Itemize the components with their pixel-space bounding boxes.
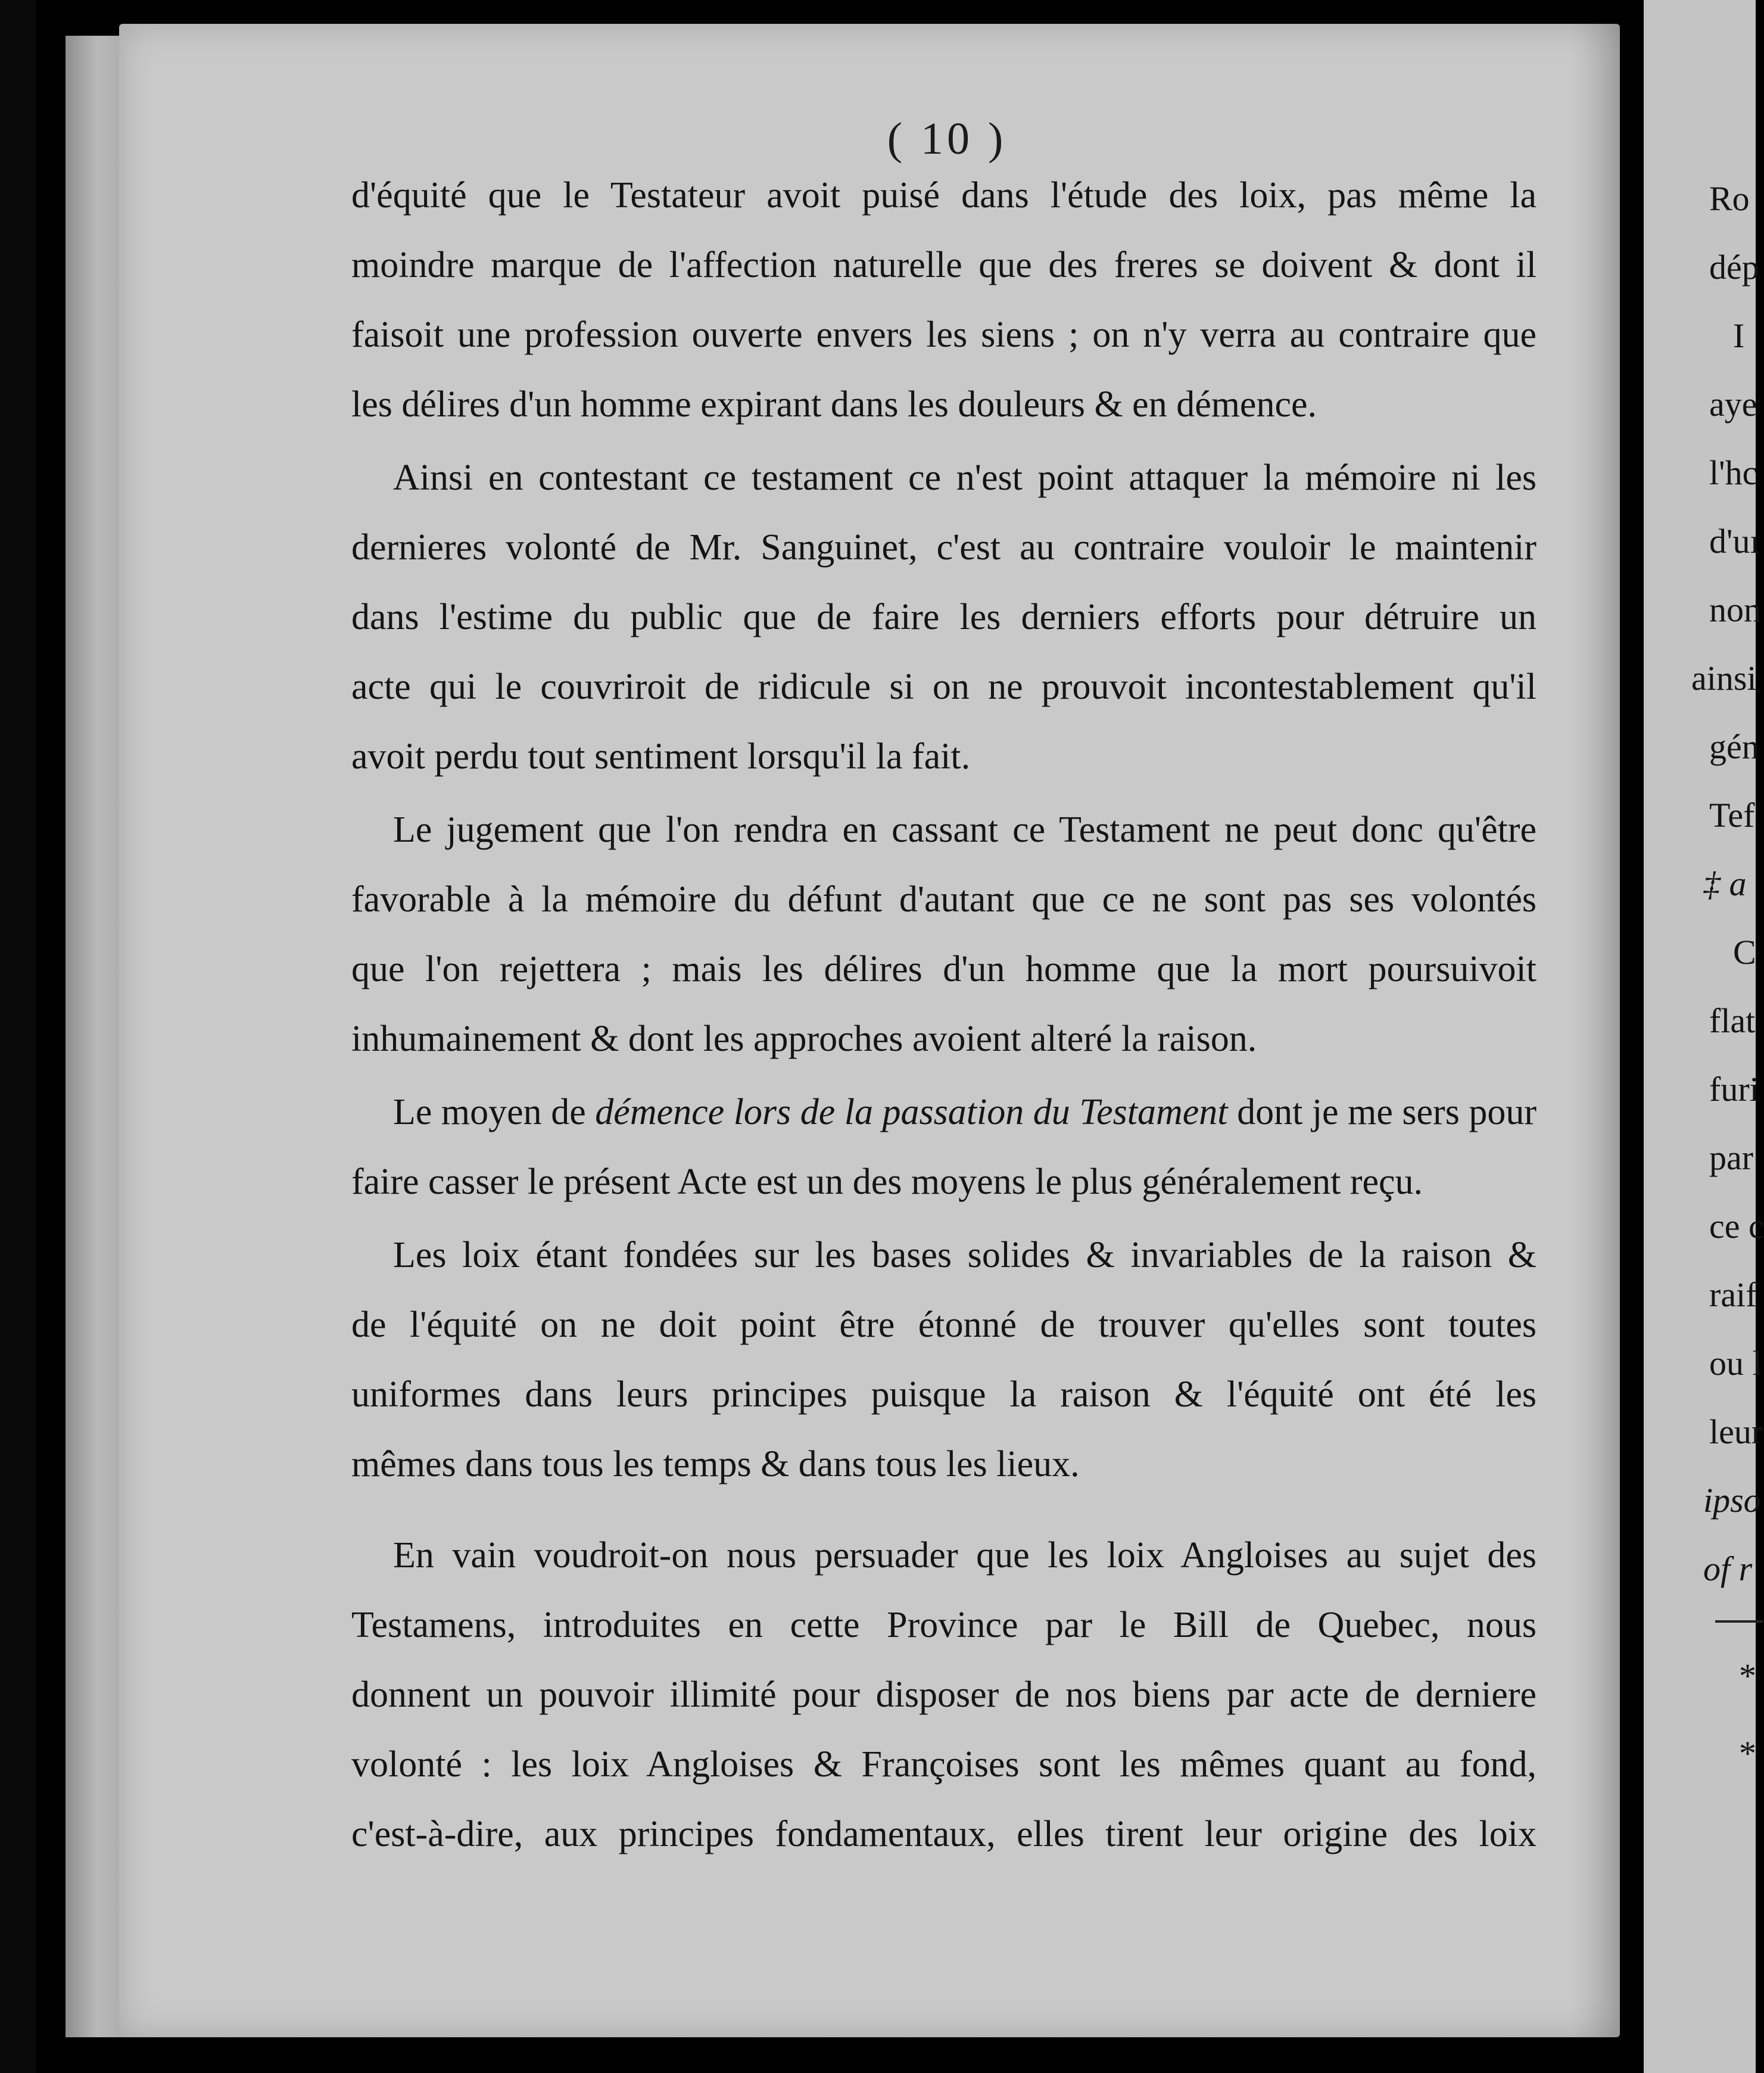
text-line: dans l'estime du public que de faire les derniers efforts pour détruire un xyxy=(351,597,1537,637)
facing-fragment: Tef xyxy=(1709,796,1755,835)
facing-fragment: I xyxy=(1733,316,1745,355)
text-line-mixed xyxy=(351,1078,1537,1147)
facing-fragment: aye xyxy=(1709,385,1757,424)
text-line: volonté : les loix Angloises & Françoises sont les mêmes quant au fond, xyxy=(351,1744,1537,1785)
footnote-marker: * xyxy=(1739,1657,1756,1695)
text-line: moindre marque de l'affection naturelle que des freres se doivent & dont il xyxy=(351,245,1537,285)
facing-fragment: l'hc xyxy=(1709,453,1758,492)
facing-fragment: ce c xyxy=(1709,1207,1764,1246)
facing-fragment: d'uı xyxy=(1709,522,1760,561)
book-gutter xyxy=(1620,0,1644,2073)
facing-fragment: non xyxy=(1709,590,1761,629)
text-line: mêmes dans tous les temps & dans tous les lieux. xyxy=(351,1444,1080,1484)
facing-fragment: Ro xyxy=(1709,179,1750,218)
text-line: Le jugement que l'on rendra en cassant ce Testament ne peut donc qu'être xyxy=(393,810,1537,850)
text-line: de l'équité on ne doit point être étonné de trouver qu'elles sont toutes xyxy=(351,1305,1537,1345)
italic-phrase: démence lors de la passation du Testament xyxy=(595,1092,1228,1132)
facing-fragment: ipso xyxy=(1703,1481,1761,1520)
facing-fragment: of r xyxy=(1703,1549,1753,1588)
facing-fragment: dép xyxy=(1709,248,1759,287)
facing-fragment: C xyxy=(1733,933,1756,972)
facing-fragment: flat xyxy=(1709,1001,1756,1040)
page-number: ( 10 ) xyxy=(887,114,1007,164)
text-line: avoit perdu tout sentiment lorsqu'il la fait. xyxy=(351,736,971,777)
text-line: inhumainement & dont les approches avoient alteré la raison. xyxy=(351,1019,1257,1059)
text-line: Ainsi en contestant ce testament ce n'est point attaquer la mémoire ni les xyxy=(393,457,1537,498)
text-line: acte qui le couvriroit de ridicule si on ne prouvoit incontestablement qu'il xyxy=(351,667,1537,707)
text-line: dernieres volonté de Mr. Sanguinet, c'est au contraire vouloir le maintenir xyxy=(351,527,1537,568)
text-line: que l'on rejettera ; mais les délires d'un homme que la mort poursuivoit xyxy=(351,949,1537,989)
text-line: Les loix étant fondées sur les bases solides & invariables de la raison & xyxy=(393,1235,1537,1275)
text-line: En vain voudroit-on nous persuader que les loix Angloises au sujet des xyxy=(393,1535,1537,1576)
facing-fragment: leur xyxy=(1709,1412,1763,1451)
facing-page xyxy=(1644,0,1764,2073)
scan-border-left xyxy=(0,0,36,2073)
footnote-marker: * xyxy=(1739,1734,1756,1773)
text-line: les délires d'un homme expirant dans les douleurs & en démence. xyxy=(351,384,1317,425)
facing-fragment: furi xyxy=(1709,1070,1759,1109)
facing-fragment: ou l xyxy=(1709,1344,1762,1383)
facing-fragment: ‡ a xyxy=(1703,864,1747,903)
body-text xyxy=(351,161,1537,1869)
text-line: faire casser le présent Acte est un des moyens le plus généralement reçu. xyxy=(351,1162,1423,1202)
facing-fragment: par xyxy=(1709,1138,1754,1177)
text-line: uniformes dans leurs principes puisque la raison & l'équité ont été les xyxy=(351,1374,1537,1415)
footnote-rule xyxy=(1715,1620,1763,1623)
text-line: favorable à la mémoire du défunt d'autant que ce ne sont pas ses volontés xyxy=(351,879,1537,920)
text-line: faisoit une profession ouverte envers les siens ; on n'y verra au contraire que xyxy=(351,315,1537,355)
facing-fragment: gén xyxy=(1709,727,1759,766)
facing-fragment: ainsi xyxy=(1691,659,1757,698)
text-line: d'équité que le Testateur avoit puisé dans l'étude des loix, pas même la xyxy=(351,175,1537,216)
facing-fragment: raif xyxy=(1709,1275,1757,1314)
text-run: Le moyen de xyxy=(393,1092,586,1132)
text-line: donnent un pouvoir illimité pour disposer de nos biens par acte de derniere xyxy=(351,1674,1537,1715)
text-line: c'est-à-dire, aux principes fondamentaux, elles tirent leur origine des loix xyxy=(351,1814,1537,1854)
text-line: Testamens, introduites en cette Province par le Bill de Quebec, nous xyxy=(351,1605,1537,1645)
text-run: dont je me sers pour xyxy=(1237,1092,1537,1132)
